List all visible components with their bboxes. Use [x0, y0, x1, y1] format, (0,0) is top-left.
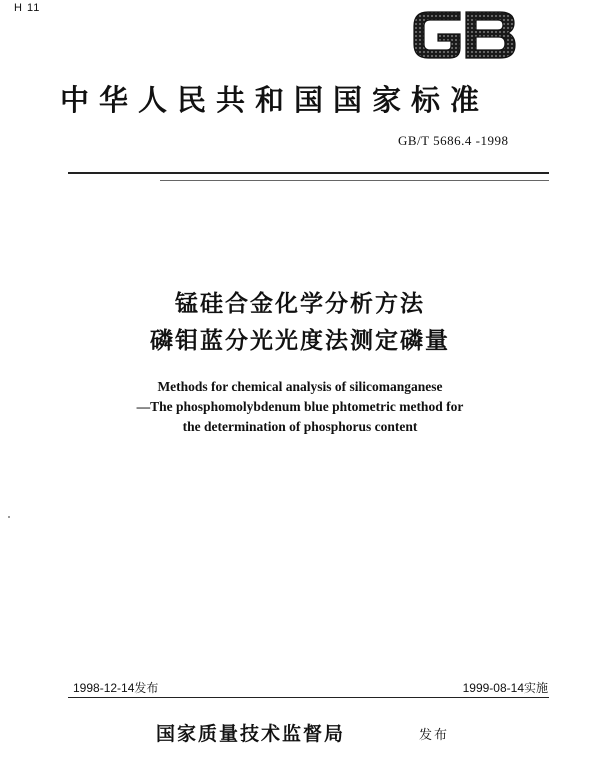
footer-rule	[68, 697, 549, 698]
gb-logo-letter-g	[414, 12, 460, 58]
issuing-authority: 国家质量技术监督局	[156, 723, 346, 745]
english-title-line-1: Methods for chemical analysis of silicomanganese	[157, 379, 443, 394]
english-title-line-2: —The phosphomolybdenum blue phtometric method for	[136, 399, 464, 414]
gb-logo-letter-b	[466, 12, 515, 58]
chinese-title-line-2: 磷钼蓝分光光度法测定磷量	[150, 328, 450, 354]
implemented-date: 1999-08-14实施	[462, 681, 548, 695]
english-title-line-3: the determination of phosphorus content	[182, 419, 418, 434]
standard-number: GB/T 5686.4 -1998	[398, 133, 509, 148]
gb-logo	[410, 6, 518, 62]
scan-speck	[8, 516, 10, 518]
issued-date: 1998-12-14发布	[73, 681, 159, 695]
chinese-title-line-1: 锰硅合金化学分析方法	[175, 291, 425, 317]
issuing-authority-suffix: 发布	[419, 728, 450, 743]
standard-category-title: 中华人民共和国国家标准	[60, 83, 490, 117]
header-rule-thick	[68, 172, 549, 174]
header-rule-thin	[160, 180, 549, 181]
classification-code: H 11	[14, 2, 41, 14]
